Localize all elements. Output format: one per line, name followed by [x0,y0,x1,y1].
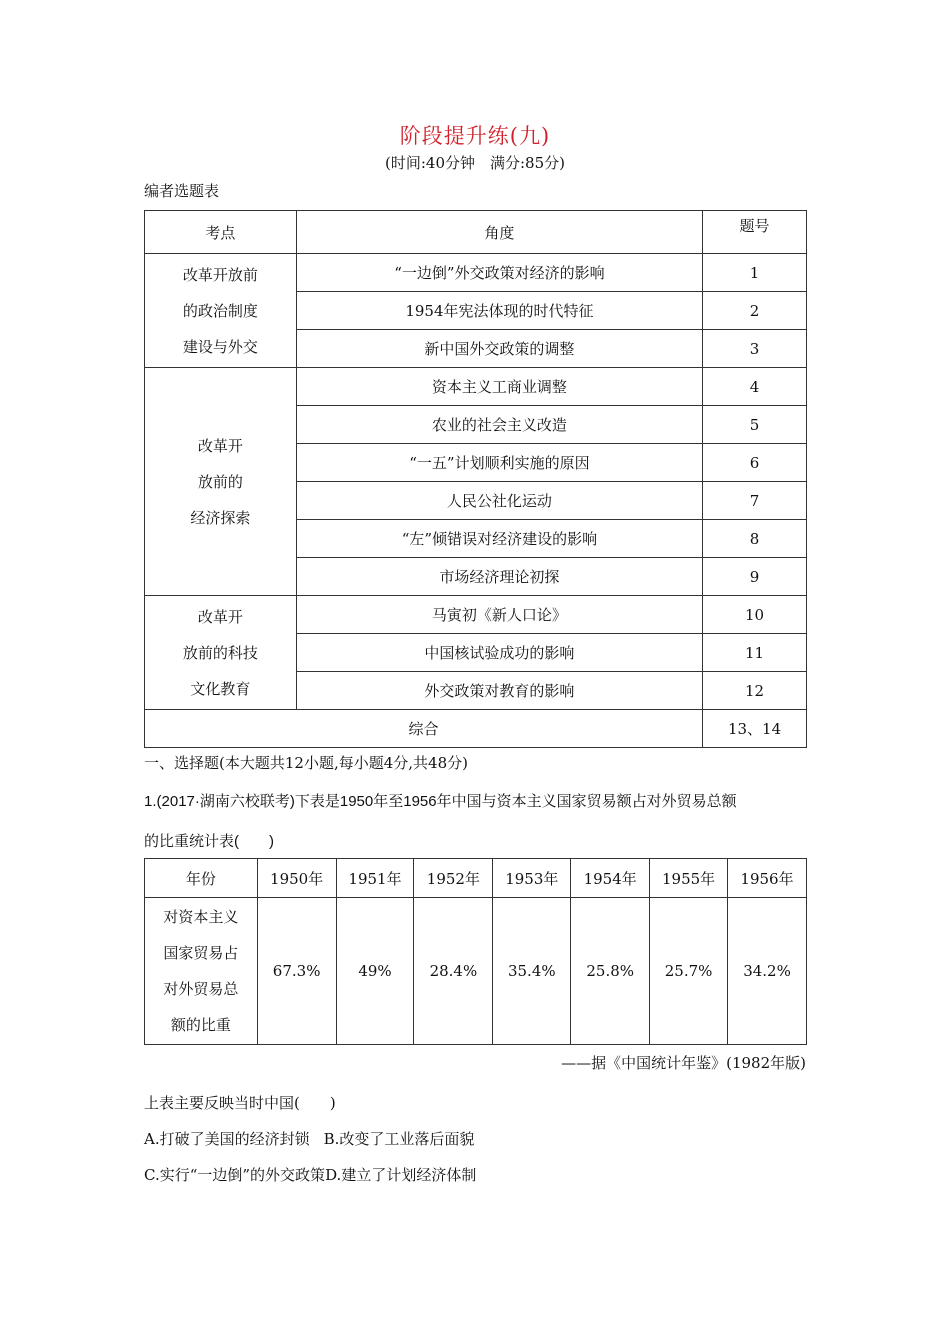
options-row-1 [144,1128,474,1149]
outline-number: 9 [703,558,807,596]
question-stem-line1: 1.(2017·湖南六校联考)下表是1950年至1956年中国与资本主义国家贸易额占对外贸易总额 [144,793,737,810]
year-header: 年份 [145,859,258,898]
outline-angle: 人民公社化运动 [296,482,702,520]
year-cell: 1955年 [650,859,728,898]
outline-header-topic: 考点 [145,211,297,254]
outline-header-number: 题号 [703,211,807,254]
year-cell: 1952年 [414,859,493,898]
outline-topic-politics: 改革开放前 的政治制度 建设与外交 [145,254,297,368]
outline-angle: 1954年宪法体现的时代特征 [296,292,702,330]
outline-angle: 资本主义工商业调整 [296,368,702,406]
year-cell: 1954年 [571,859,650,898]
outline-number: 1 [703,254,807,292]
table-source: ——据《中国统计年鉴》(1982年版) [561,1054,806,1072]
outline-angle: 农业的社会主义改造 [296,406,702,444]
trade-ratio-table [144,858,807,1045]
page-title: 阶段提升练(九) [399,124,551,148]
options-row-2 [144,1164,476,1185]
option-c: C.实行“一边倒”的外交政策 [144,1166,326,1184]
outline-summary-number: 13、14 [703,710,807,748]
ratio-value: 67.3% [257,898,336,1045]
ratio-value: 25.8% [571,898,650,1045]
ratio-row-label: 对资本主义 国家贸易占 对外贸易总 额的比重 [145,898,258,1045]
outline-topic-culture: 改革开 放前的科技 文化教育 [145,596,297,710]
outline-angle: 马寅初《新人口论》 [296,596,702,634]
option-a: A.打破了美国的经济封锁 [144,1130,310,1148]
year-cell: 1951年 [336,859,414,898]
outline-angle: 新中国外交政策的调整 [296,330,702,368]
question-prompt: 上表主要反映当时中国( ) [144,1094,336,1112]
ratio-value: 49% [336,898,414,1045]
ratio-value: 28.4% [414,898,493,1045]
page-subtitle: (时间:40分钟 满分:85分) [385,154,565,172]
outline-angle: “一五”计划顺利实施的原因 [296,444,702,482]
option-d: D.建立了计划经济体制 [325,1166,477,1184]
ratio-value: 35.4% [493,898,571,1045]
outline-label: 编者选题表 [144,182,220,200]
outline-number: 8 [703,520,807,558]
outline-topic-economy: 改革开 放前的 经济探索 [145,368,297,596]
outline-angle: “一边倒”外交政策对经济的影响 [296,254,702,292]
outline-summary-label: 综合 [145,710,703,748]
year-cell: 1953年 [493,859,571,898]
outline-number: 2 [703,292,807,330]
section-heading: 一、选择题(本大题共12小题,每小题4分,共48分) [144,754,468,772]
ratio-value: 25.7% [650,898,728,1045]
question-stem-line2: 的比重统计表( ) [144,833,274,850]
outline-angle: 市场经济理论初探 [296,558,702,596]
outline-number: 6 [703,444,807,482]
outline-table [144,210,807,748]
outline-number: 7 [703,482,807,520]
outline-number: 11 [703,634,807,672]
outline-angle: 外交政策对教育的影响 [296,672,702,710]
outline-number: 12 [703,672,807,710]
year-cell: 1950年 [257,859,336,898]
outline-angle: “左”倾错误对经济建设的影响 [296,520,702,558]
outline-number: 4 [703,368,807,406]
year-cell: 1956年 [728,859,807,898]
outline-number: 3 [703,330,807,368]
option-b: B.改变了工业落后面貌 [323,1130,475,1148]
outline-header-angle: 角度 [296,211,702,254]
outline-angle: 中国核试验成功的影响 [296,634,702,672]
outline-number: 5 [703,406,807,444]
outline-number: 10 [703,596,807,634]
ratio-value: 34.2% [728,898,807,1045]
